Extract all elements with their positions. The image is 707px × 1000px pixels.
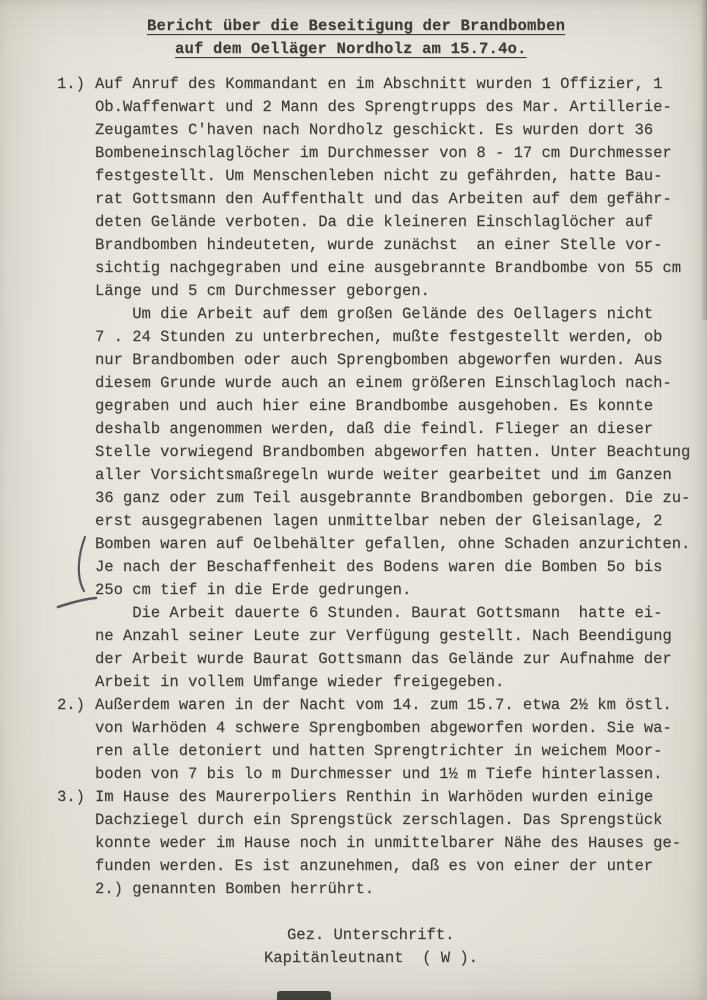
text-line: von Warhöden 4 schwere Sprengbomben abgeworfen worden. Sie wa- bbox=[95, 719, 672, 737]
text-line: Arbeit in vollem Umfange wieder freigegeben. bbox=[95, 673, 505, 691]
section-marker: 1.) bbox=[57, 75, 85, 93]
text-line: ne Anzahl seiner Leute zur Verfügung gestellt. Nach Beendigung bbox=[95, 627, 672, 645]
text-line: Brandbomben hindeuteten, wurde zunächst an einer Stelle vor- bbox=[95, 236, 663, 254]
document-title bbox=[0, 0, 707, 61]
title-line-1: Bericht über die Beseitigung der Brandbomben bbox=[147, 17, 566, 35]
text-line: 36 ganz oder zum Teil ausgebrannte Brandbomben geborgen. Die zu- bbox=[95, 489, 691, 507]
signature-block bbox=[0, 924, 707, 970]
text-line: Dachziegel durch ein Sprengstück zerschlagen. Das Sprengstück bbox=[95, 811, 663, 829]
section-2 bbox=[57, 694, 702, 786]
section-content bbox=[95, 786, 702, 901]
paragraph bbox=[95, 602, 702, 694]
text-line: boden von 7 bis lo m Durchmesser und 1½ m Tiefe hinterlassen. bbox=[95, 765, 663, 783]
text-line: Ob.Waffenwart und 2 Mann des Sprengtrupps des Mar. Artillerie- bbox=[95, 98, 672, 116]
text-line: festgestellt. Um Menschenleben nicht zu gefährden, hatte Bau- bbox=[95, 167, 663, 185]
paragraph bbox=[95, 303, 702, 602]
text-line: sichtig nachgegraben und eine ausgebrannte Brandbombe von 55 cm bbox=[95, 259, 681, 277]
text-line: der Arbeit wurde Baurat Gottsmann das Gelände zur Aufnahme der bbox=[95, 650, 672, 668]
text-line: Auf Anruf des Kommandant en im Abschnitt wurden 1 Offizier, 1 bbox=[95, 75, 663, 93]
paper-edge-shadow bbox=[701, 0, 707, 320]
section-3 bbox=[57, 786, 702, 901]
text-line: Länge und 5 cm Durchmesser geborgen. bbox=[95, 282, 430, 300]
paragraph bbox=[95, 786, 702, 901]
signature-line-2: Kapitänleutnant ( W ). bbox=[264, 949, 478, 967]
text-line: Die Arbeit dauerte 6 Stunden. Baurat Gottsmann hatte ei- bbox=[95, 604, 663, 622]
title-line-2: auf dem Oelläger Nordholz am 15.7.4o. bbox=[175, 40, 527, 58]
section-marker: 3.) bbox=[57, 788, 85, 806]
text-line: Je nach der Beschaffenheit des Bodens waren die Bomben 5o bis bbox=[95, 558, 663, 576]
text-line: nur Brandbomben oder auch Sprengbomben abgeworfen wurden. Aus bbox=[95, 351, 663, 369]
text-line: aller Vorsichtsmaßregeln wurde weiter gearbeitet und im Ganzen bbox=[95, 466, 672, 484]
text-line: rat Gottsmann den Auffenthalt und das Arbeiten auf dem gefähr- bbox=[95, 190, 672, 208]
text-line: deten Gelände verboten. Da die kleineren Einschlaglöcher auf bbox=[95, 213, 654, 231]
text-line: funden werden. Es ist anzunehmen, daß es von einer der unter bbox=[95, 857, 654, 875]
text-line: 25o cm tief in die Erde gedrungen. bbox=[95, 581, 412, 599]
section-content bbox=[95, 694, 702, 786]
text-line: Im Hause des Maurerpoliers Renthin in Warhöden wurden einige bbox=[95, 788, 654, 806]
text-line: Bomben waren auf Oelbehälter gefallen, ohne Schaden anzurichten. bbox=[95, 535, 691, 553]
text-line: 2.) genannten Bomben herrührt. bbox=[95, 880, 375, 898]
text-line: Bombeneinschlaglöcher im Durchmesser von 8 - 17 cm Durchmesser bbox=[95, 144, 672, 162]
text-line: erst ausgegrabenen lagen unmittelbar neben der Gleisanlage, 2 bbox=[95, 512, 663, 530]
text-line: diesem Grunde wurde auch an einem größeren Einschlagloch nach- bbox=[95, 374, 672, 392]
section-1 bbox=[57, 73, 702, 694]
paragraph bbox=[95, 694, 702, 786]
text-line: Zeugamtes C'haven nach Nordholz geschickt. Es wurden dort 36 bbox=[95, 121, 654, 139]
document-body bbox=[57, 73, 702, 901]
signature-line-1: Gez. Unterschrift. bbox=[287, 926, 455, 944]
text-line: deshalb angenommen werden, daß die feindl. Flieger an dieser bbox=[95, 420, 654, 438]
text-line: konnte weder im Hause noch in unmittelbarer Nähe des Hauses ge- bbox=[95, 834, 681, 852]
text-line: Stelle vorwiegend Brandbomben abgeworfen hatten. Unter Beachtung bbox=[95, 443, 691, 461]
section-marker: 2.) bbox=[57, 696, 85, 714]
text-line: ren alle detoniert und hatten Sprengtrichter in weichem Moor- bbox=[95, 742, 663, 760]
ink-smudge bbox=[277, 991, 331, 1000]
text-line: Um die Arbeit auf dem großen Gelände des Oellagers nicht bbox=[95, 305, 654, 323]
text-line: Außerdem waren in der Nacht vom 14. zum 15.7. etwa 2½ km östl. bbox=[95, 696, 672, 714]
section-content bbox=[95, 73, 702, 694]
text-line: gegraben und auch hier eine Brandbombe ausgehoben. Es konnte bbox=[95, 397, 654, 415]
paragraph bbox=[95, 73, 702, 303]
text-line: 7 . 24 Stunden zu unterbrechen, mußte festgestellt werden, ob bbox=[95, 328, 663, 346]
